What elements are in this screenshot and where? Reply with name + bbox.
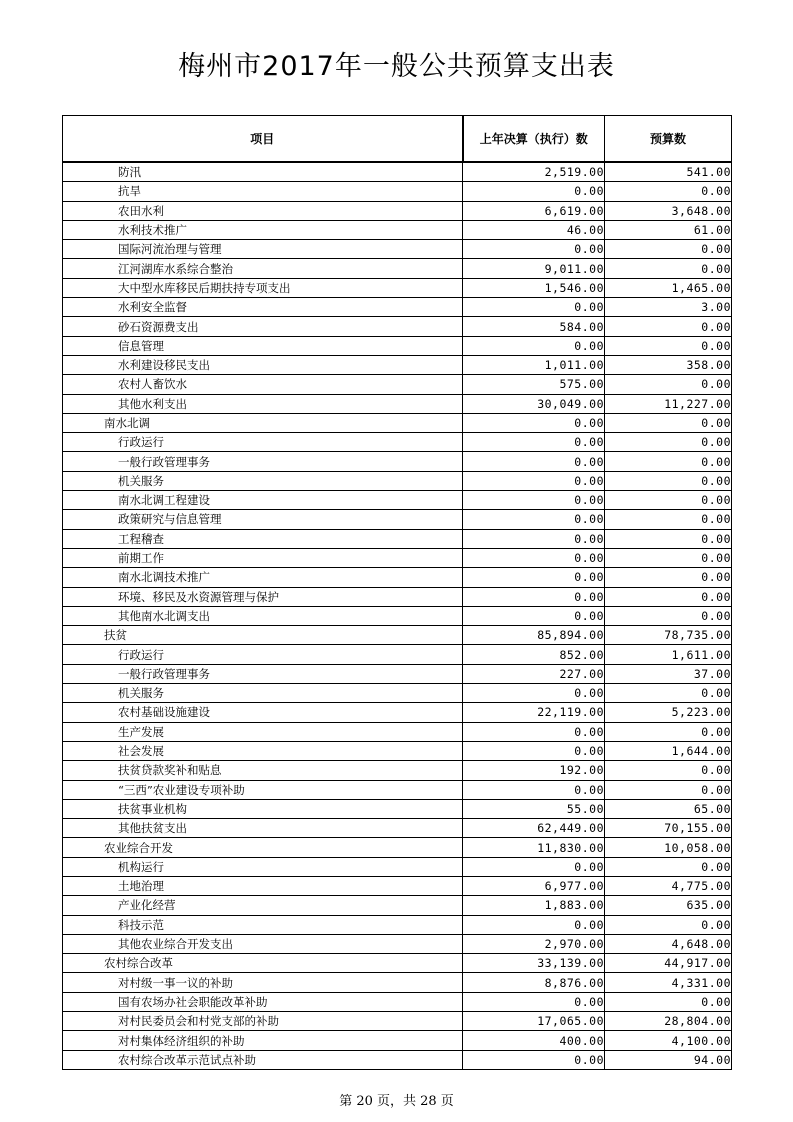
prev-year-actual-value: 192.00 — [463, 761, 605, 780]
item-name: 产业化经营 — [63, 896, 463, 915]
prev-year-actual-value: 1,883.00 — [463, 896, 605, 915]
table-row — [63, 799, 732, 818]
table-row — [63, 529, 732, 548]
prev-year-actual-value: 2,519.00 — [463, 162, 605, 182]
item-name: 环境、移民及水资源管理与保护 — [63, 587, 463, 606]
table-row — [63, 876, 732, 895]
budget-value: 0.00 — [605, 761, 732, 780]
prev-year-actual-value: 0.00 — [463, 529, 605, 548]
table-row — [63, 355, 732, 374]
item-name: 南水北调工程建设 — [63, 491, 463, 510]
table-row — [63, 548, 732, 567]
prev-year-actual-value: 8,876.00 — [463, 973, 605, 992]
budget-value: 0.00 — [605, 452, 732, 471]
item-name: 农村人畜饮水 — [63, 375, 463, 394]
item-name: 机关服务 — [63, 471, 463, 490]
budget-value: 0.00 — [605, 548, 732, 567]
budget-value: 0.00 — [605, 992, 732, 1011]
item-name: 机构运行 — [63, 857, 463, 876]
table-row — [63, 182, 732, 201]
item-name: 南水北调 — [63, 413, 463, 432]
table-row — [63, 973, 732, 992]
page-footer: 第 20 页，共 28 页 — [339, 1094, 454, 1109]
prev-year-actual-value: 46.00 — [463, 220, 605, 239]
budget-value: 94.00 — [605, 1050, 732, 1069]
budget-value: 1,465.00 — [605, 278, 732, 297]
table-row — [63, 896, 732, 915]
item-name: 南水北调技术推广 — [63, 568, 463, 587]
item-name: 前期工作 — [63, 548, 463, 567]
budget-value: 61.00 — [605, 220, 732, 239]
table-row — [63, 278, 732, 297]
item-name: 一般行政管理事务 — [63, 664, 463, 683]
item-name: 社会发展 — [63, 741, 463, 760]
prev-year-actual-value: 33,139.00 — [463, 954, 605, 973]
item-name: 砂石资源费支出 — [63, 317, 463, 336]
prev-year-actual-value: 6,977.00 — [463, 876, 605, 895]
table-row — [63, 722, 732, 741]
prev-year-actual-value: 0.00 — [463, 471, 605, 490]
item-name: 大中型水库移民后期扶持专项支出 — [63, 278, 463, 297]
item-name: 扶贫贷款奖补和贴息 — [63, 761, 463, 780]
budget-value: 0.00 — [605, 587, 732, 606]
prev-year-actual-value: 575.00 — [463, 375, 605, 394]
table-row — [63, 703, 732, 722]
prev-year-actual-value: 30,049.00 — [463, 394, 605, 413]
table-row — [63, 452, 732, 471]
budget-value: 0.00 — [605, 568, 732, 587]
prev-year-actual-value: 0.00 — [463, 606, 605, 625]
budget-value: 3,648.00 — [605, 201, 732, 220]
prev-year-actual-value: 0.00 — [463, 510, 605, 529]
budget-value: 0.00 — [605, 510, 732, 529]
item-name: 行政运行 — [63, 433, 463, 452]
budget-value: 28,804.00 — [605, 1012, 732, 1031]
item-name: 科技示范 — [63, 915, 463, 934]
table-row — [63, 394, 732, 413]
budget-value: 0.00 — [605, 413, 732, 432]
table-row — [63, 1012, 732, 1031]
table-row — [63, 1050, 732, 1069]
prev-year-actual-value: 17,065.00 — [463, 1012, 605, 1031]
item-name: 农村综合改革示范试点补助 — [63, 1050, 463, 1069]
budget-value: 3.00 — [605, 298, 732, 317]
table-row — [63, 240, 732, 259]
table-row — [63, 684, 732, 703]
prev-year-actual-value: 55.00 — [463, 799, 605, 818]
budget-value: 0.00 — [605, 780, 732, 799]
table-row — [63, 491, 732, 510]
table-row — [63, 298, 732, 317]
item-name: 农田水利 — [63, 201, 463, 220]
prev-year-actual-value: 0.00 — [463, 587, 605, 606]
table-row — [63, 626, 732, 645]
table-row — [63, 606, 732, 625]
prev-year-actual-value: 22,119.00 — [463, 703, 605, 722]
table-body — [63, 162, 732, 1069]
table-row — [63, 220, 732, 239]
table-row — [63, 201, 732, 220]
budget-value: 0.00 — [605, 529, 732, 548]
table-row — [63, 761, 732, 780]
table-row — [63, 857, 732, 876]
item-name: 扶贫事业机构 — [63, 799, 463, 818]
prev-year-actual-value: 0.00 — [463, 548, 605, 567]
item-name: 政策研究与信息管理 — [63, 510, 463, 529]
budget-value: 70,155.00 — [605, 819, 732, 838]
prev-year-actual-value: 0.00 — [463, 684, 605, 703]
item-name: 农村基础设施建设 — [63, 703, 463, 722]
budget-value: 0.00 — [605, 491, 732, 510]
prev-year-actual-value: 0.00 — [463, 182, 605, 201]
item-name: 工程稽查 — [63, 529, 463, 548]
budget-value: 4,648.00 — [605, 934, 732, 953]
budget-value: 4,331.00 — [605, 973, 732, 992]
budget-value: 0.00 — [605, 471, 732, 490]
prev-year-actual-value: 9,011.00 — [463, 259, 605, 278]
budget-value: 1,611.00 — [605, 645, 732, 664]
table-row — [63, 510, 732, 529]
table-row — [63, 664, 732, 683]
prev-year-actual-value: 0.00 — [463, 568, 605, 587]
budget-value: 0.00 — [605, 857, 732, 876]
budget-value: 0.00 — [605, 336, 732, 355]
prev-year-actual-value: 584.00 — [463, 317, 605, 336]
prev-year-actual-value: 0.00 — [463, 992, 605, 1011]
table-row — [63, 162, 732, 182]
table-row — [63, 375, 732, 394]
item-name: 扶贫 — [63, 626, 463, 645]
budget-value: 0.00 — [605, 240, 732, 259]
item-name: 生产发展 — [63, 722, 463, 741]
prev-year-actual-value: 0.00 — [463, 413, 605, 432]
item-name: 国际河流治理与管理 — [63, 240, 463, 259]
table-row — [63, 645, 732, 664]
prev-year-actual-value: 1,011.00 — [463, 355, 605, 374]
budget-value: 44,917.00 — [605, 954, 732, 973]
prev-year-actual-value: 227.00 — [463, 664, 605, 683]
item-name: 水利技术推广 — [63, 220, 463, 239]
table-row — [63, 1031, 732, 1050]
page-title: 梅州市2017年一般公共预算支出表 — [178, 51, 615, 82]
header-prev-year-actual: 上年决算（执行）数 — [463, 116, 605, 163]
item-name: 机关服务 — [63, 684, 463, 703]
prev-year-actual-value: 0.00 — [463, 433, 605, 452]
table-row — [63, 954, 732, 973]
table-header-row — [63, 116, 732, 163]
item-name: 行政运行 — [63, 645, 463, 664]
budget-value: 1,644.00 — [605, 741, 732, 760]
prev-year-actual-value: 400.00 — [463, 1031, 605, 1050]
header-item: 项目 — [63, 116, 463, 163]
table-row — [63, 259, 732, 278]
prev-year-actual-value: 11,830.00 — [463, 838, 605, 857]
item-name: 其他南水北调支出 — [63, 606, 463, 625]
item-name: 一般行政管理事务 — [63, 452, 463, 471]
budget-value: 0.00 — [605, 182, 732, 201]
item-name: 水利安全监督 — [63, 298, 463, 317]
budget-table — [62, 115, 732, 1070]
table-row — [63, 915, 732, 934]
budget-value: 0.00 — [605, 915, 732, 934]
prev-year-actual-value: 0.00 — [463, 1050, 605, 1069]
prev-year-actual-value: 0.00 — [463, 491, 605, 510]
budget-value: 0.00 — [605, 722, 732, 741]
budget-value: 11,227.00 — [605, 394, 732, 413]
table-row — [63, 741, 732, 760]
item-name: 农业综合开发 — [63, 838, 463, 857]
prev-year-actual-value: 85,894.00 — [463, 626, 605, 645]
item-name: 江河湖库水系综合整治 — [63, 259, 463, 278]
budget-value: 10,058.00 — [605, 838, 732, 857]
budget-value: 541.00 — [605, 162, 732, 182]
table-row — [63, 433, 732, 452]
item-name: 其他农业综合开发支出 — [63, 934, 463, 953]
budget-value: 4,100.00 — [605, 1031, 732, 1050]
item-name: 对村民委员会和村党支部的补助 — [63, 1012, 463, 1031]
table-row — [63, 317, 732, 336]
item-name: 其他扶贫支出 — [63, 819, 463, 838]
table-row — [63, 336, 732, 355]
budget-value: 0.00 — [605, 606, 732, 625]
prev-year-actual-value: 0.00 — [463, 240, 605, 259]
prev-year-actual-value: 1,546.00 — [463, 278, 605, 297]
budget-value: 78,735.00 — [605, 626, 732, 645]
table-row — [63, 568, 732, 587]
budget-value: 358.00 — [605, 355, 732, 374]
prev-year-actual-value: 0.00 — [463, 336, 605, 355]
prev-year-actual-value: 62,449.00 — [463, 819, 605, 838]
prev-year-actual-value: 2,970.00 — [463, 934, 605, 953]
item-name: 国有农场办社会职能改革补助 — [63, 992, 463, 1011]
item-name: 对村集体经济组织的补助 — [63, 1031, 463, 1050]
table-row — [63, 780, 732, 799]
table-row — [63, 992, 732, 1011]
item-name: 土地治理 — [63, 876, 463, 895]
prev-year-actual-value: 6,619.00 — [463, 201, 605, 220]
budget-value: 0.00 — [605, 433, 732, 452]
item-name: 防汛 — [63, 162, 463, 182]
prev-year-actual-value: 0.00 — [463, 452, 605, 471]
prev-year-actual-value: 0.00 — [463, 741, 605, 760]
budget-value: 37.00 — [605, 664, 732, 683]
table-row — [63, 934, 732, 953]
prev-year-actual-value: 0.00 — [463, 857, 605, 876]
table-row — [63, 819, 732, 838]
prev-year-actual-value: 0.00 — [463, 915, 605, 934]
prev-year-actual-value: 852.00 — [463, 645, 605, 664]
table-row — [63, 413, 732, 432]
budget-value: 65.00 — [605, 799, 732, 818]
item-name: 其他水利支出 — [63, 394, 463, 413]
item-name: 信息管理 — [63, 336, 463, 355]
budget-value: 635.00 — [605, 896, 732, 915]
header-budget: 预算数 — [605, 116, 732, 163]
prev-year-actual-value: 0.00 — [463, 298, 605, 317]
item-name: “三西”农业建设专项补助 — [63, 780, 463, 799]
table-row — [63, 471, 732, 490]
item-name: 农村综合改革 — [63, 954, 463, 973]
budget-value: 0.00 — [605, 375, 732, 394]
table-row — [63, 587, 732, 606]
prev-year-actual-value: 0.00 — [463, 780, 605, 799]
budget-value: 0.00 — [605, 684, 732, 703]
item-name: 水利建设移民支出 — [63, 355, 463, 374]
budget-value: 0.00 — [605, 317, 732, 336]
item-name: 对村级一事一议的补助 — [63, 973, 463, 992]
prev-year-actual-value: 0.00 — [463, 722, 605, 741]
budget-value: 5,223.00 — [605, 703, 732, 722]
item-name: 抗旱 — [63, 182, 463, 201]
table-row — [63, 838, 732, 857]
budget-value: 0.00 — [605, 259, 732, 278]
budget-value: 4,775.00 — [605, 876, 732, 895]
